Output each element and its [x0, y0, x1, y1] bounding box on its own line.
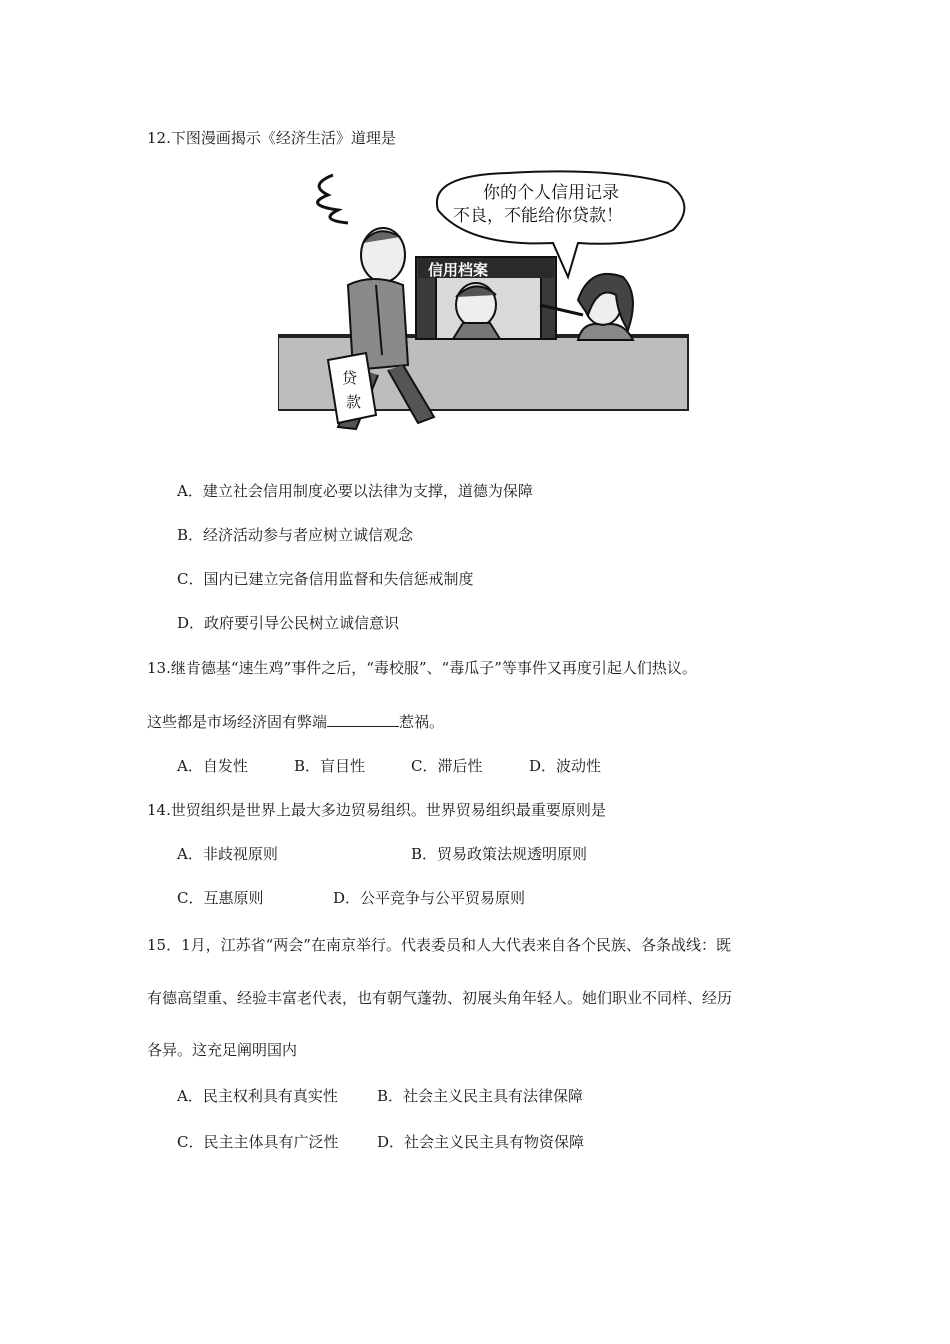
sign-label: 信用档案	[428, 261, 489, 279]
q13-stem-line-1: 13.继肯德基“速生鸡”事件之后，“毒校服”、“毒瓜子”等事件又再度引起人们热议。	[147, 659, 697, 677]
q14-stem: 14.世贸组织是世界上最大多边贸易组织。世界贸易组织最重要原则是	[147, 801, 606, 819]
q13-option-c: C．滞后性	[411, 757, 483, 775]
q13-stem-before-blank: 这些都是市场经济固有弊端	[147, 713, 328, 731]
q12-option-b: B．经济活动参与者应树立诚信观念	[177, 526, 414, 544]
q13-option-a: A．自发性	[177, 757, 248, 775]
q14-option-d: D．公平竞争与公平贸易原则	[333, 889, 526, 907]
q15-option-a: A．民主权利具有真实性	[177, 1087, 338, 1105]
paper-char-2: 款	[346, 393, 362, 411]
paper-char-1: 贷	[342, 369, 358, 387]
q14-option-b: B．贸易政策法规透明原则	[411, 845, 588, 863]
credit-cartoon-image	[278, 165, 690, 435]
q15-stem-line-2: 有德高望重、经验丰富老代表，也有朝气蓬勃、初展头角年轻人。她们职业不同样、经历	[147, 989, 733, 1007]
q15-option-b: B．社会主义民主具有法律保障	[377, 1087, 584, 1105]
q13-option-b: B．盲目性	[294, 757, 366, 775]
q12-option-a: A．建立社会信用制度必要以法律为支撑，道德为保障	[177, 482, 533, 500]
q13-stem-line-2	[147, 711, 444, 732]
q13-option-d: D．波动性	[529, 757, 602, 775]
q12-option-c: C．国内已建立完备信用监督和失信惩戒制度	[177, 570, 474, 588]
q14-option-c: C．互惠原则	[177, 889, 264, 907]
q15-stem-line-1: 15．1月，江苏省“两会”在南京举行。代表委员和人大代表来自各个民族、各条战线：既	[147, 936, 731, 954]
q15-option-d: D．社会主义民主具有物资保障	[377, 1133, 585, 1151]
q15-stem-line-3: 各异。这充足阐明国内	[147, 1041, 298, 1059]
q12-option-d: D．政府要引导公民树立诚信意识	[177, 614, 400, 632]
bubble-line-1: 你的个人信用记录	[483, 183, 619, 203]
q13-stem-after-blank: 惹祸。	[399, 713, 445, 731]
q12-stem: 12.下图漫画揭示《经济生活》道理是	[147, 129, 396, 147]
q14-option-a: A．非歧视原则	[177, 845, 278, 863]
q15-option-c: C．民主主体具有广泛性	[177, 1133, 339, 1151]
bubble-line-2: 不良，不能给你贷款！	[453, 206, 623, 226]
answer-blank	[327, 711, 399, 727]
